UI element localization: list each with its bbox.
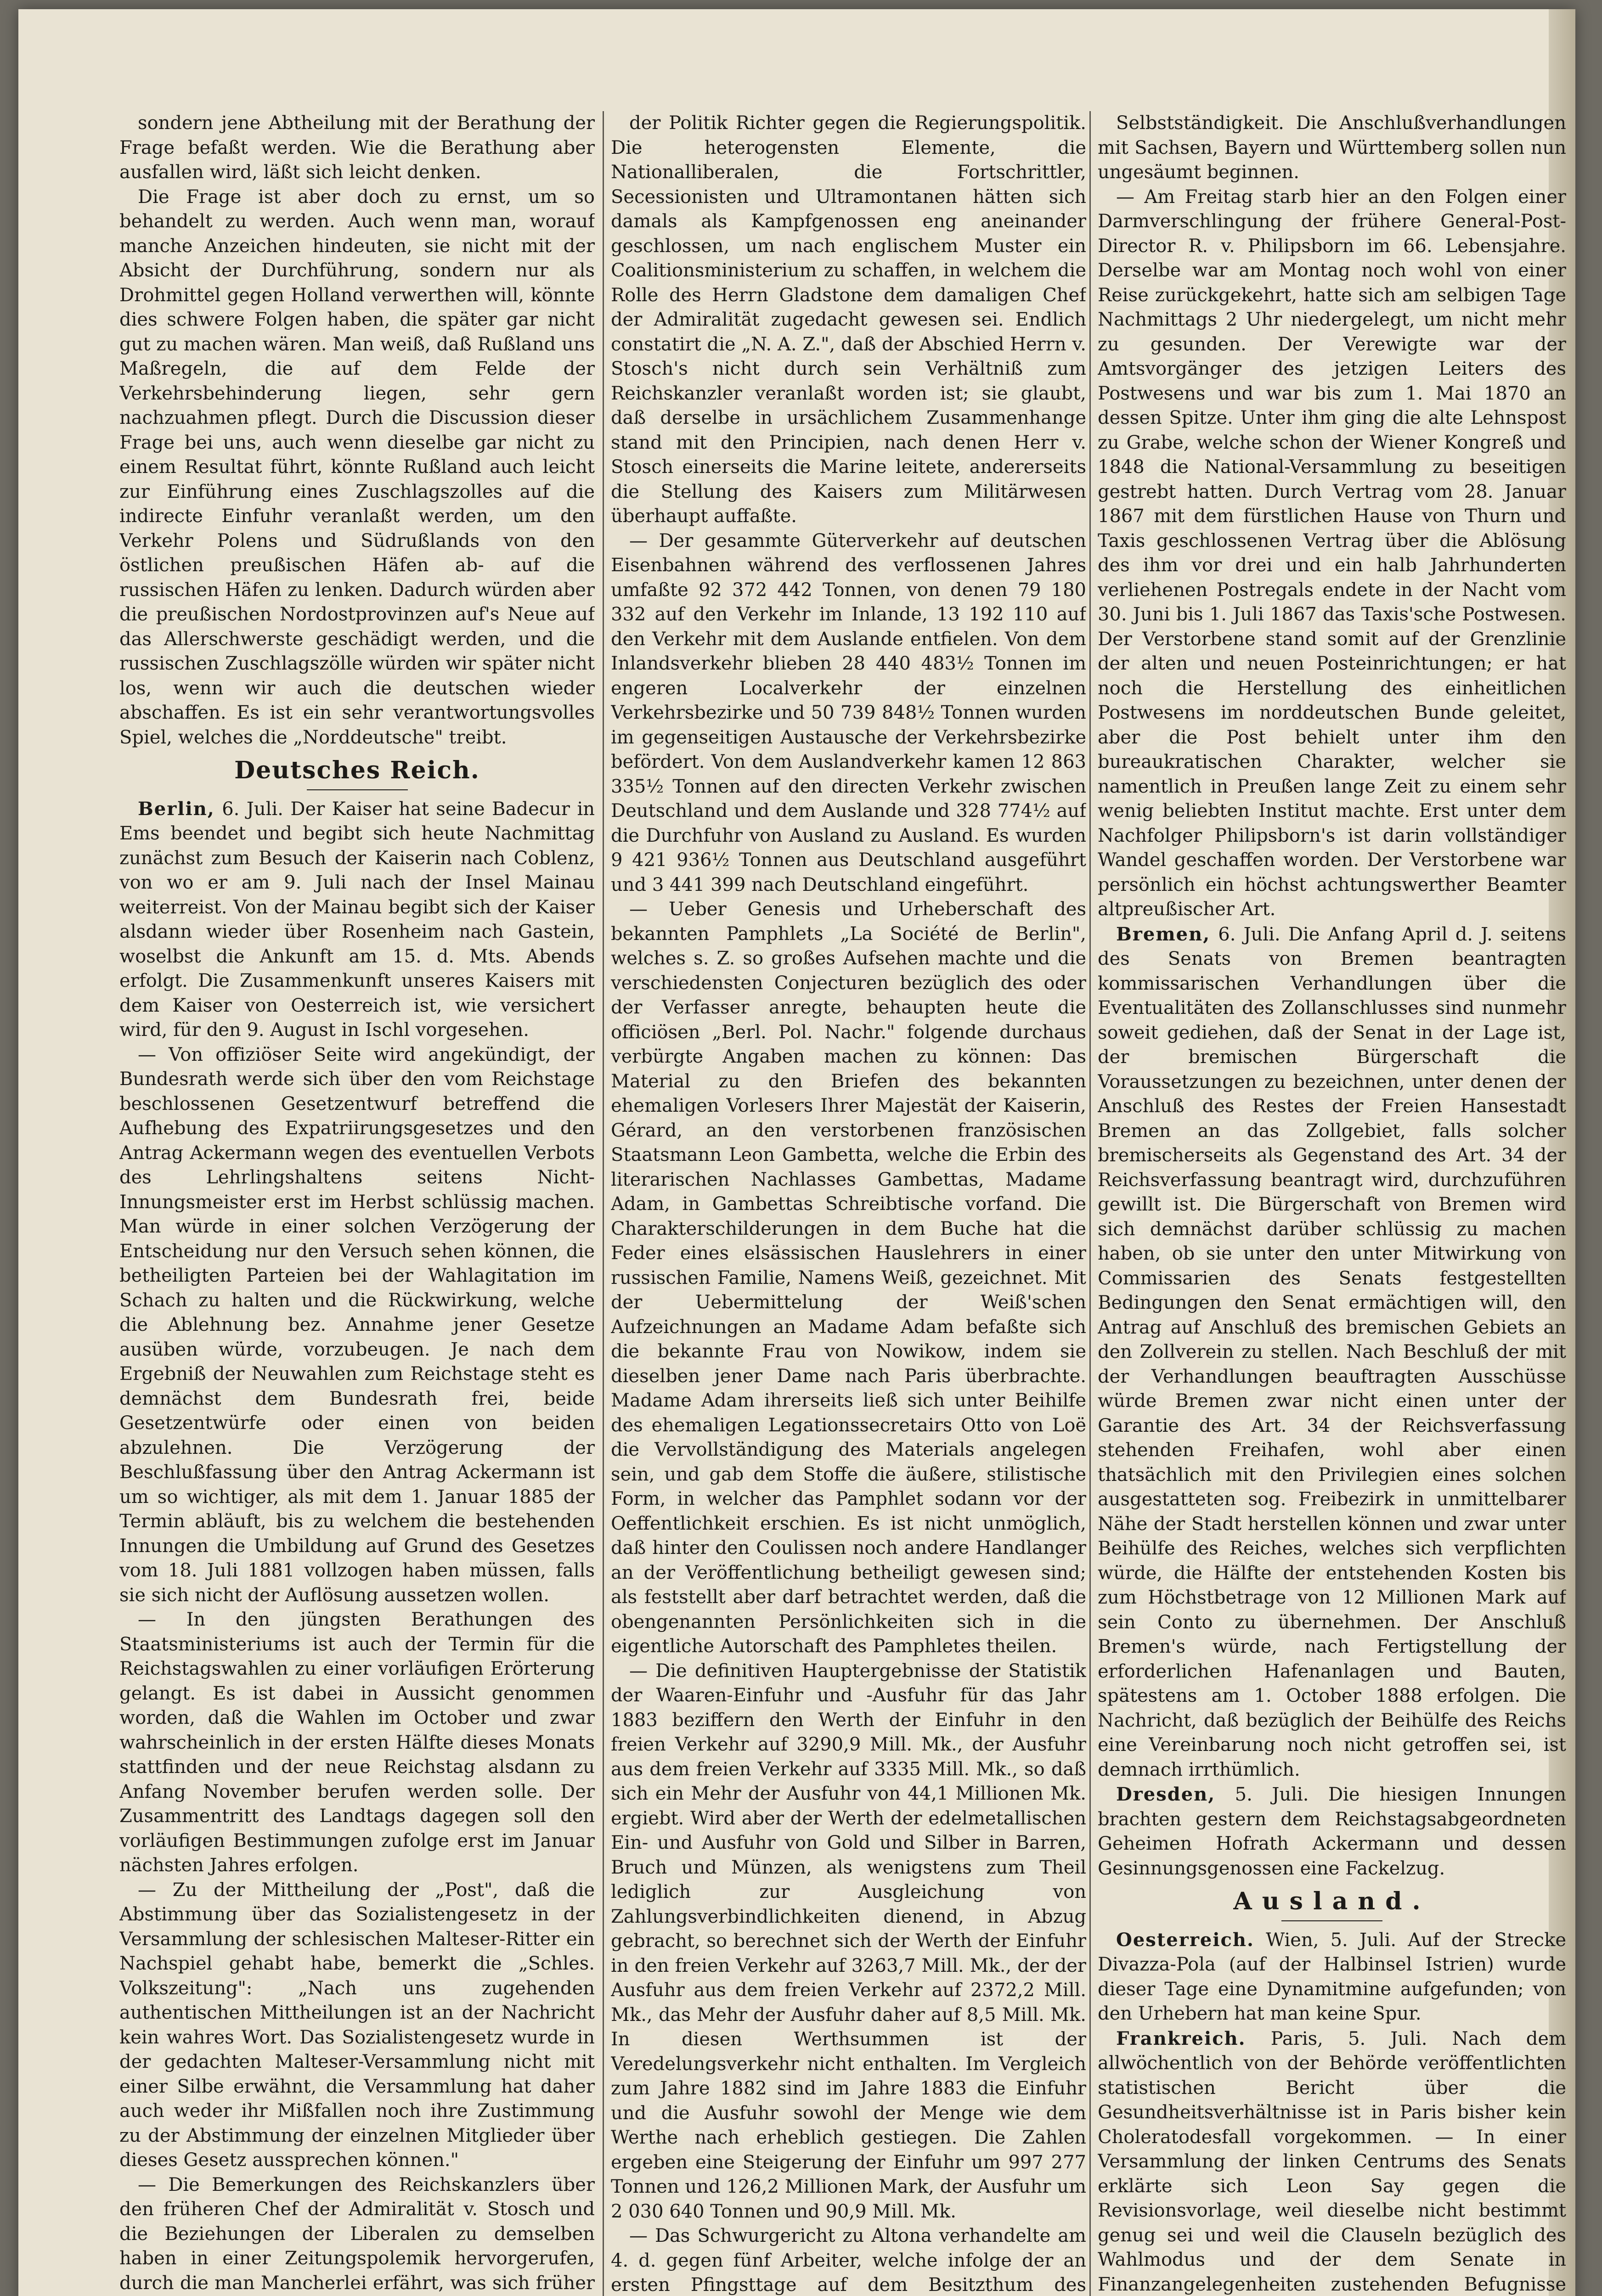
article-paragraph bbox=[1098, 1782, 1566, 1881]
column-rule bbox=[1089, 111, 1091, 2296]
heading-rule bbox=[307, 789, 408, 790]
column-rule bbox=[603, 111, 604, 2296]
article-paragraph bbox=[119, 111, 595, 185]
paragraph-text: — Die Bemerkungen des Reichskanzlers über den früheren Chef der Admiralität v. Stosch und die Beziehungen der Liberalen zu demselben haben in einer Zeitungspolemik hervorgerufen, durch die man Mancherlei erfährt, was sich früher bbox=[119, 2174, 595, 2294]
paragraph-text: — Das Schwurgericht zu Altona verhandelte am 4. d. gegen fünf Arbeiter, welche infolge der an ersten Pfingsttage auf dem Besitzthum des bbox=[611, 2225, 1086, 2296]
paragraph-text: — Zu der Mittheilung der „Post", daß die Abstimmung über das Sozialistengesetz in der Versammlung der schlesischen Malteser-Ritter ein Nachspiel gehabt habe, bemerkt die „Schles. Volkszeitung": „Nach uns zugehenden authentischen Mittheilungen ist an der Nachricht kein wahres Wort. Das Sozialistengesetz wurde in der gedachten Malteser-Versammlung nicht mit einer Silbe erwähnt, die Versammlung hat daher auch weder ihr Mißfallen noch ihre Zustimmung zu der Abstimmung der einzelnen Mitglieder über dieses Gesetz aussprechen können." bbox=[119, 1879, 595, 2171]
dateline: Bremen, bbox=[1116, 923, 1211, 945]
paragraph-text: der Politik Richter gegen die Regierungspolitik. Die heterogensten Elemente, die Nationalliberalen, die Fortschrittler, Secessionisten und Ultramontanen hätten sich damals als Kampfgenossen eng aneinander geschlossen, um nach englischem Muster ein Coalitionsministerium zu schaffen, in welchem die Rolle des Herrn Gladstone dem damaligen Chef der Admiralität zugedacht gewesen sei. Endlich constatirt die „N. A. Z.", daß der Abschied Herrn v. Stosch's nicht durch sein Verhältniß zum Reichskanzler veranlaßt worden ist; sie glaubt, daß derselbe in ursächlichem Zusammenhange stand mit den Principien, nach denen Herr v. Stosch einerseits die Marine leitete, andererseits die Stellung des Kaisers zum Militärwesen überhaupt auffaßte. bbox=[611, 113, 1086, 527]
article-paragraph bbox=[119, 1608, 595, 1878]
newspaper-page bbox=[18, 9, 1575, 2296]
article-paragraph bbox=[119, 1043, 595, 1608]
article-paragraph bbox=[1098, 185, 1566, 922]
section-heading: Ausland. bbox=[1233, 1887, 1431, 1915]
heading-rule bbox=[1281, 1920, 1382, 1921]
paragraph-text: — Die definitiven Hauptergebnisse der Statistik der Waaren-Einfuhr und -Ausfuhr für das Jahr 1883 beziffern den Werth der Einfuhr in den freien Verkehr auf 3290,9 Mill. Mk., der Ausfuhr aus dem freien Verkehr auf 3335 Mill. Mk., so daß sich ein Mehr der Ausfuhr von 44,1 Millionen Mk. ergiebt. Wird aber der Werth der edelmetallischen Ein- und Ausfuhr von Gold und Silber in Barren, Bruch und Münzen, als wenigstens zum Theil lediglich zur Ausgleichung von Zahlungsverbindlichkeiten dienend, in Abzug gebracht, so berechnet sich der Werth der Einfuhr in den freien Verkehr auf 3263,7 Mill. Mk., der der Ausfuhr aus dem freien Verkehr auf 2372,2 Mill. Mk., das Mehr der Ausfuhr daher auf 8,5 Mill. Mk. In diesen Werthsummen ist der Veredelungsverkehr nicht enthalten. Im Vergleich zum Jahre 1882 sind im Jahre 1883 die Einfuhr und die Ausfuhr sowohl der Menge wie dem Werthe nach erheblich gestiegen. Die Zahlen ergeben eine Steigerung der Einfuhr um 997 277 Tonnen und 126,2 Millionen Mark, der Ausfuhr um 2 030 640 Tonnen und 90,9 Mill. Mk. bbox=[611, 1660, 1086, 2222]
paragraph-text: Wien, 5. Juli. Auf der Strecke Divazza-Pola (auf der Halbinsel Istrien) wurde dieser Tage eine Dynamitmine aufgefunden; von den Urhebern hat man keine Spur. bbox=[1098, 1929, 1566, 2024]
paragraph-text: — Von offiziöser Seite wird angekündigt, der Bundesrath werde sich über den vom Reichstage beschlossenen Gesetzentwurf betreffend die Aufhebung des Expatriirungsgesetzes und den Antrag Ackermann wegen des eventuellen Verbots des Lehrlingshaltens seitens Nicht-Innungsmeister erst im Herbst schlüssig machen. Man würde in einer solchen Verzögerung der Entscheidung nur den Versuch sehen können, die betheiligten Parteien bei der Wahlagitation im Schach zu halten und die Rückwirkung, welche die Ablehnung bez. Annahme jener Gesetze ausüben würde, vorzubeugen. Je nach dem Ergebniß der Neuwahlen zum Reichstage steht es demnächst dem Bundesrath frei, beide Gesetzentwürfe oder einen von beiden abzulehnen. Die Verzögerung der Beschlußfassung über den Antrag Ackermann ist um so wichtiger, als mit dem 1. Januar 1885 der Termin abläuft, bis zu welchem die bestehenden Innungen die Umbildung auf Grund des Gesetzes vom 18. Juli 1881 vollzogen haben müssen, falls sie sich nicht der Auflösung aussetzen wollen. bbox=[119, 1044, 595, 1606]
column-right bbox=[1098, 111, 1566, 2296]
paragraph-text: Selbstständigkeit. Die Anschlußverhandlungen mit Sachsen, Bayern und Württemberg sollen nun ungesäumt beginnen. bbox=[1098, 113, 1566, 183]
article-paragraph bbox=[119, 185, 595, 750]
paragraph-text: 5. Juli. Die hiesigen Innungen brachten gestern dem Reichstagsabgeordneten Geheimen Hofrath Ackermann und dessen Gesinnungsgenossen eine Fackelzug. bbox=[1098, 1784, 1566, 1879]
article-paragraph bbox=[611, 111, 1086, 529]
article-paragraph bbox=[611, 529, 1086, 898]
paragraph-text: 6. Juli. Die Anfang April d. J. seitens des Senats von Bremen beantragten kommissarischen Verhandlungen über die Eventualitäten des Zollanschlusses sind nunmehr soweit gediehen, daß der Senat in der Lage ist, der bremischen Bürgerschaft die Voraussetzungen zu bezeichnen, unter denen der Anschluß des Restes der Freien Hansestadt Bremen an das Zollgebiet, falls solcher bremischerseits als Gegenstand des Art. 34 der Reichsverfassung beantragt wird, durchzuführen gewillt ist. Die Bürgerschaft von Bremen wird sich demnächst darüber schlüssig zu machen haben, ob sie unter den unter Mitwirkung von Commissarien des Senats festgestellten Bedingungen den Senat ermächtigen will, den Antrag auf Anschluß des bremischen Gebiets an den Zollverein zu stellen. Nach Beschluß der mit der Verhandlungen beauftragten Ausschüsse würde Bremen zwar nicht einen unter der Garantie des Art. 34 der Reichsverfassung stehenden Freihafen, wohl aber einen thatsächlich mit den Privilegien eines solchen ausgestatteten sog. Freibezirk in unmittelbarer Nähe der Stadt herstellen können und zwar unter Beihülfe des Reiches, welches sich verpflichten würde, die Hälfte der entstehenden Kosten bis zum Höchstbetrage von 12 Millionen Mark auf sein Conto zu übernehmen. Der Anschluß Bremen's würde, nach Fertigstellung der erforderlichen Hafenanlagen und Bauten, spätestens am 1. October 1888 erfolgen. Die Nachricht, daß bezüglich der Beihülfe des Reichs eine Vereinbarung noch nicht getroffen sei, ist demnach irrthümlich. bbox=[1098, 923, 1566, 1780]
column-left bbox=[119, 111, 595, 2296]
dateline: Frankreich. bbox=[1116, 2027, 1246, 2049]
paragraph-text: — Am Freitag starb hier an den Folgen einer Darmverschlingung der frühere General-Post-Director R. v. Philipsborn im 66. Lebensjahre. Derselbe war am Montag noch wohl von einer Reise zurückgekehrt, hatte sich am selbigen Tage Nachmittags 2 Uhr niedergelegt, um nicht mehr zu gesunden. Der Verewigte war der Amtsvorgänger des jetzigen Leiters des Postwesens und war bis zum 1. Mai 1870 an dessen Spitze. Unter ihm ging die alte Lehnspost zu Grabe, welche schon der Wiener Kongreß und 1848 die National-Versammlung zu beseitigen gestrebt hatten. Durch Vertrag vom 28. Januar 1867 mit dem fürstlichen Hause von Thurn und Taxis geschlossenen Vertrag über die Ablösung des ihm vor drei und ein halb Jahrhunderten verliehenen Postregals endete in der Nacht vom 30. Juni bis 1. Juli 1867 das Taxis'sche Postwesen. Der Verstorbene stand somit auf der Grenzlinie der alten und neuen Posteinrichtungen; er hat noch die Herstellung des einheitlichen Postwesens im norddeutschen Bunde geleitet, aber die Post behielt unter ihm den bureaukratischen Charakter, welcher sie namentlich in Preußen lange Zeit zu einem sehr wenig beliebten Institut machte. Erst unter dem Nachfolger Philipsborn's ist darin vollständiger Wandel geschaffen worden. Der Verstorbene war persönlich ein höchst achtungswerther Beamter altpreußischer Art. bbox=[1098, 186, 1566, 920]
article-paragraph bbox=[1098, 111, 1566, 185]
article-paragraph bbox=[119, 2173, 595, 2296]
section-heading: Deutsches Reich. bbox=[234, 756, 480, 784]
paragraph-text: 6. Juli. Der Kaiser hat seine Badecur in Ems beendet und begibt sich heute Nachmittag zunächst zum Besuch der Kaiserin nach Coblenz, von wo er am 9. Juli nach der Insel Mainau weiterreist. Von der Mainau begibt sich der Kaiser alsdann wieder über Rosenheim nach Gastein, woselbst die Ankunft am 15. d. Mts. Abends erfolgt. Die Zusammenkunft unseres Kaisers mit dem Kaiser von Oesterreich ist, wie versichert wird, für den 9. August in Ischl vorgesehen. bbox=[119, 798, 595, 1041]
paragraph-text: Die Frage ist aber doch zu ernst, um so behandelt zu werden. Auch wenn man, worauf manche Anzeichen hindeuten, sie nicht mit der Absicht der Durchführung, sondern nur als Drohmittel gegen Holland verwerthen will, könnte dies schwere Folgen haben, die später gar nicht gut zu machen wären. Man weiß, daß Rußland uns Maßregeln, die auf dem Felde der Verkehrsbehinderung liegen, sehr gern nachzuahmen pflegt. Durch die Discussion dieser Frage bei uns, auch wenn dieselbe gar nicht zu einem Resultat führt, könnte Rußland auch leicht zur Einführung eines Zuschlagszolles auf die indirecte Einfuhr veranlaßt werden, um den Verkehr Polens und Südrußlands von den östlichen preußischen Häfen ab- auf die russischen Häfen zu lenken. Dadurch würden aber die preußischen Nordostprovinzen auf's Neue auf das Allerschwerste geschädigt werden, und die russischen Zuschlagszölle würden wir später nicht los, wenn wir auch die deutschen wieder abschaffen. Es ist ein sehr verantwortungsvolles Spiel, welches die „Norddeutsche" treibt. bbox=[119, 186, 595, 748]
paragraph-text: — In den jüngsten Berathungen des Staatsministeriums ist auch der Termin für die Reichstagswahlen zu einer vorläufigen Erörterung gelangt. Es ist dabei in Aussicht genommen worden, daß die Wahlen im October und zwar wahrscheinlich in der ersten Hälfte dieses Monats stattfinden und der neue Reichstag alsdann zu Anfang November berufen werden solle. Der Zusammentritt des Landtags dagegen soll den vorläufigen Bestimmungen zufolge erst im Januar nächsten Jahres erfolgen. bbox=[119, 1609, 595, 1876]
article-paragraph bbox=[611, 2224, 1086, 2296]
article-paragraph bbox=[119, 1878, 595, 2173]
article-paragraph bbox=[119, 797, 595, 1043]
article-paragraph bbox=[611, 897, 1086, 1659]
dateline: Oesterreich. bbox=[1116, 1929, 1254, 1951]
paragraph-text: — Der gesammte Güterverkehr auf deutschen Eisenbahnen während des verflossenen Jahres umfaßte 92 372 442 Tonnen, von denen 79 180 332 auf den Verkehr im Inlande, 13 192 110 auf den Verkehr mit dem Auslande entfielen. Von dem Inlandsverkehr blieben 28 440 483½ Tonnen im engeren Localverkehr der einzelnen Verkehrsbezirke und 50 739 848½ Tonnen wurden im gegenseitigen Austausche der Verkehrsbezirke befördert. Von dem Auslandverkehr kamen 12 863 335½ Tonnen auf den directen Verkehr zwischen Deutschland und dem Auslande und 328 774½ auf die Durchfuhr von Ausland zu Ausland. Es wurden 9 421 936½ Tonnen aus Deutschland ausgeführt und 3 441 399 nach Deutschland eingeführt. bbox=[611, 530, 1086, 895]
article-paragraph bbox=[611, 1659, 1086, 2224]
article-paragraph bbox=[1098, 2026, 1566, 2296]
dateline: Dresden, bbox=[1116, 1784, 1216, 1805]
paragraph-text: sondern jene Abtheilung mit der Berathung der Frage befaßt werden. Wie die Berathung aber ausfallen wird, läßt sich leicht denken. bbox=[119, 113, 595, 183]
article-paragraph bbox=[1098, 1928, 1566, 2026]
article-paragraph bbox=[1098, 922, 1566, 1783]
paragraph-text: — Ueber Genesis und Urheberschaft des bekannten Pamphlets „La Société de Berlin", welches s. Z. so großes Aufsehen machte und die verschiedensten Conjecturen bezüglich des oder der Verfasser anregte, behaupten heute die officiösen „Berl. Pol. Nachr." folgende durchaus verbürgte Angaben machen zu können: Das Material zu den Briefen des bekannten ehemaligen Vorlesers Ihrer Majestät der Kaiserin, Gérard, an den verstorbenen französischen Staatsmann Leon Gambetta, welche die Erbin des literarischen Nachlasses Gambettas, Madame Adam, in Gambettas Schreibtische vorfand. Die Charakterschilderungen in dem Buche hat die Feder eines elsässischen Hauslehrers in einer russischen Familie, Namens Weiß, gezeichnet. Mit der Uebermittelung der Weiß'schen Aufzeichnungen an Madame Adam befaßte sich die bekannte Frau von Nowikow, indem sie dieselben jener Dame nach Paris überbrachte. Madame Adam ihrerseits ließ sich unter Beihilfe des ehemaligen Legationssecretairs Otto von Loë die Vervollständigung des Materials angelegen sein, und gab dem Stoffe die äußere, stilistische Form, in welcher das Pamphlet sodann vor der Oeffentlichkeit erschien. Es ist nicht unmöglich, daß hinter den Coulissen noch andere Handlanger an der Veröffentlichung betheiligt gewesen sind; als feststellt aber darf betrachtet werden, daß die obengenannten Persönlichkeiten sich in die eigentliche Autorschaft des Pamphletes theilen. bbox=[611, 899, 1086, 1657]
dateline: Berlin, bbox=[138, 798, 215, 820]
paragraph-text: Paris, 5. Juli. Nach dem allwöchentlich von der Behörde veröffentlichten statistischen Bericht über die Gesundheitsverhältnisse ist in Paris bisher kein Choleratodesfall vorgekommen. — In einer Versammlung der linken Centrums des Senats erklärte sich Leon Say gegen die Revisionsvorlage, weil dieselbe nicht bestimmt genug sei und weil die Clauseln bezüglich des Wahlmodus und der dem Senate in Finanzangelegenheiten zustehenden Befugnisse bbox=[1098, 2028, 1566, 2295]
column-middle bbox=[611, 111, 1086, 2296]
